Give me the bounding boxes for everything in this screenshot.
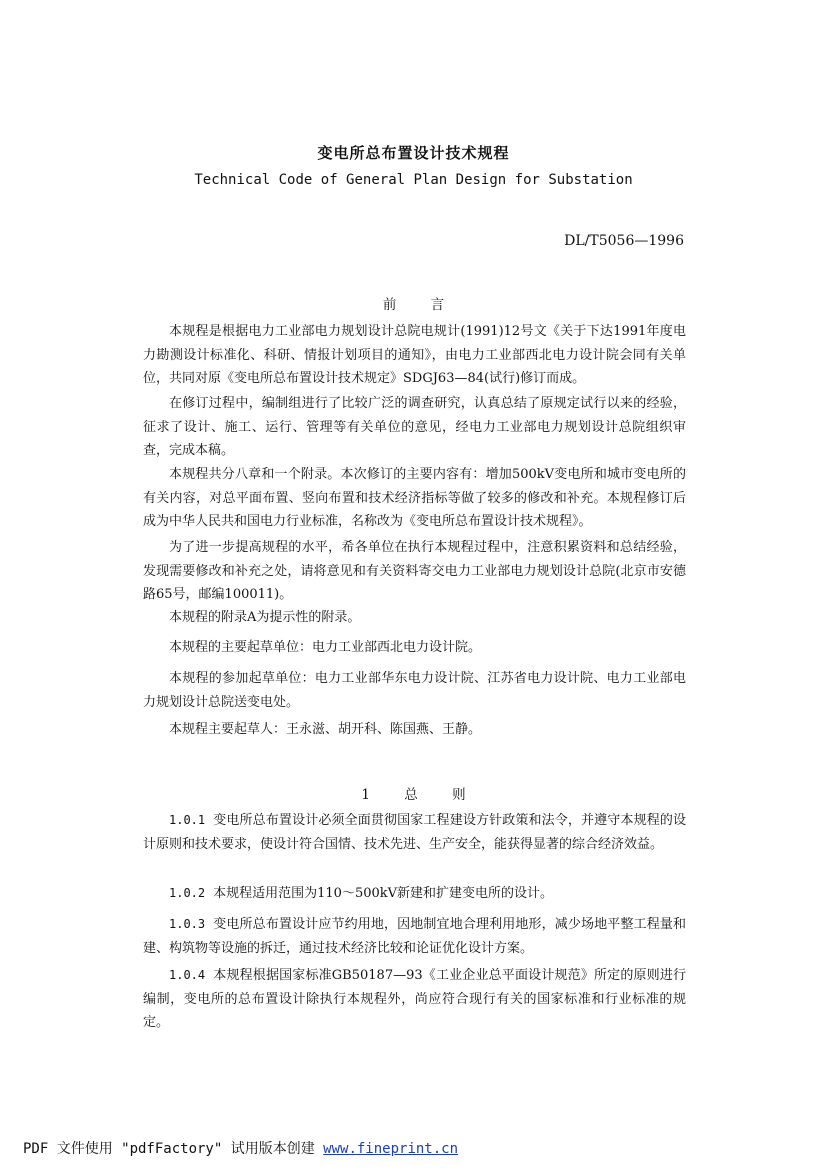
preface-paragraph: 本规程的参加起草单位：电力工业部华东电力设计院、江苏省电力设计院、电力工业部电力规划设计总院送变电处。 bbox=[143, 671, 686, 710]
clause-paragraph bbox=[143, 913, 686, 960]
preface-paragraph: 为了进一步提高规程的水平，希各单位在执行本规程过程中，注意积累资料和总结经验，发现需要修改和补充之处，请将意见和有关资料寄交电力工业部电力规划设计总院(北京市安德路65号，邮编100011)。 bbox=[143, 540, 686, 602]
document-title-chinese: 变电所总布置设计技术规程 bbox=[317, 144, 510, 162]
clause-number: 1.0.1 bbox=[169, 813, 206, 827]
clause-number: 1.0.2 bbox=[169, 886, 206, 900]
clause-text: 变电所总布置设计应节约用地，因地制宜地合理利用地形，减少场地平整工程量和建、构筑物等设施的拆迁，通过技术经济比较和论证优化设计方案。 bbox=[143, 917, 686, 956]
preface-paragraph: 本规程共分八章和一个附录。本次修订的主要内容有：增加500kV变电所和城市变电所的有关内容，对总平面布置、竖向布置和技术经济指标等做了较多的修改和补充。本规程修订后成为中华人民共和国电力行业标准，名称改为《变电所总布置设计技术规程》。 bbox=[143, 467, 686, 529]
preface-paragraph: 在修订过程中，编制组进行了比较广泛的调查研究，认真总结了原规定试行以来的经验，征求了设计、施工、运行、管理等有关单位的意见，经电力工业部电力规划设计总院组织审查，完成本稿。 bbox=[143, 396, 686, 458]
clause-number: 1.0.3 bbox=[169, 917, 206, 931]
clause-paragraph bbox=[143, 809, 686, 856]
preface-heading: 前 言 bbox=[382, 297, 445, 313]
clause-text: 本规程根据国家标准GB50187—93《工业企业总平面设计规范》所定的原则进行编制，变电所的总布置设计除执行本规程外，尚应符合现行有关的国家标准和行业标准的规定。 bbox=[143, 968, 686, 1030]
preface-paragraph: 本规程主要起草人：王永滋、胡开科、陈国燕、王静。 bbox=[169, 722, 482, 737]
standard-number: DL/T5056—1996 bbox=[564, 233, 684, 249]
preface-paragraph: 本规程的附录A为提示性的附录。 bbox=[169, 610, 361, 625]
document-title-english: Technical Code of General Plan Design for Substation bbox=[194, 172, 633, 188]
clause-number: 1.0.4 bbox=[169, 968, 206, 982]
footer-text: PDF 文件使用 "pdfFactory" 试用版本创建 bbox=[23, 1141, 315, 1157]
chapter-heading: 1 总 则 bbox=[361, 787, 466, 803]
pdf-footer bbox=[23, 1138, 458, 1158]
preface-paragraph: 本规程是根据电力工业部电力规划设计总院电规计(1991)12号文《关于下达1991年度电力勘测设计标准化、科研、情报计划项目的通知》，由电力工业部西北电力设计院会同有关单位，共同对原《变电所总布置设计技术规定》SDGJ63—84(试行)修订而成。 bbox=[143, 324, 686, 386]
clause-text: 本规程适用范围为110～500kV新建和扩建变电所的设计。 bbox=[213, 886, 554, 901]
footer-link[interactable]: www.fineprint.cn bbox=[323, 1141, 459, 1157]
clause-text: 变电所总布置设计必须全面贯彻国家工程建设方针政策和法令，并遵守本规程的设计原则和技术要求，使设计符合国情、技术先进、生产安全，能获得显著的综合经济效益。 bbox=[143, 813, 686, 852]
preface-paragraph: 本规程的主要起草单位：电力工业部西北电力设计院。 bbox=[169, 640, 482, 655]
clause-paragraph bbox=[143, 882, 686, 906]
clause-paragraph bbox=[143, 964, 686, 1035]
